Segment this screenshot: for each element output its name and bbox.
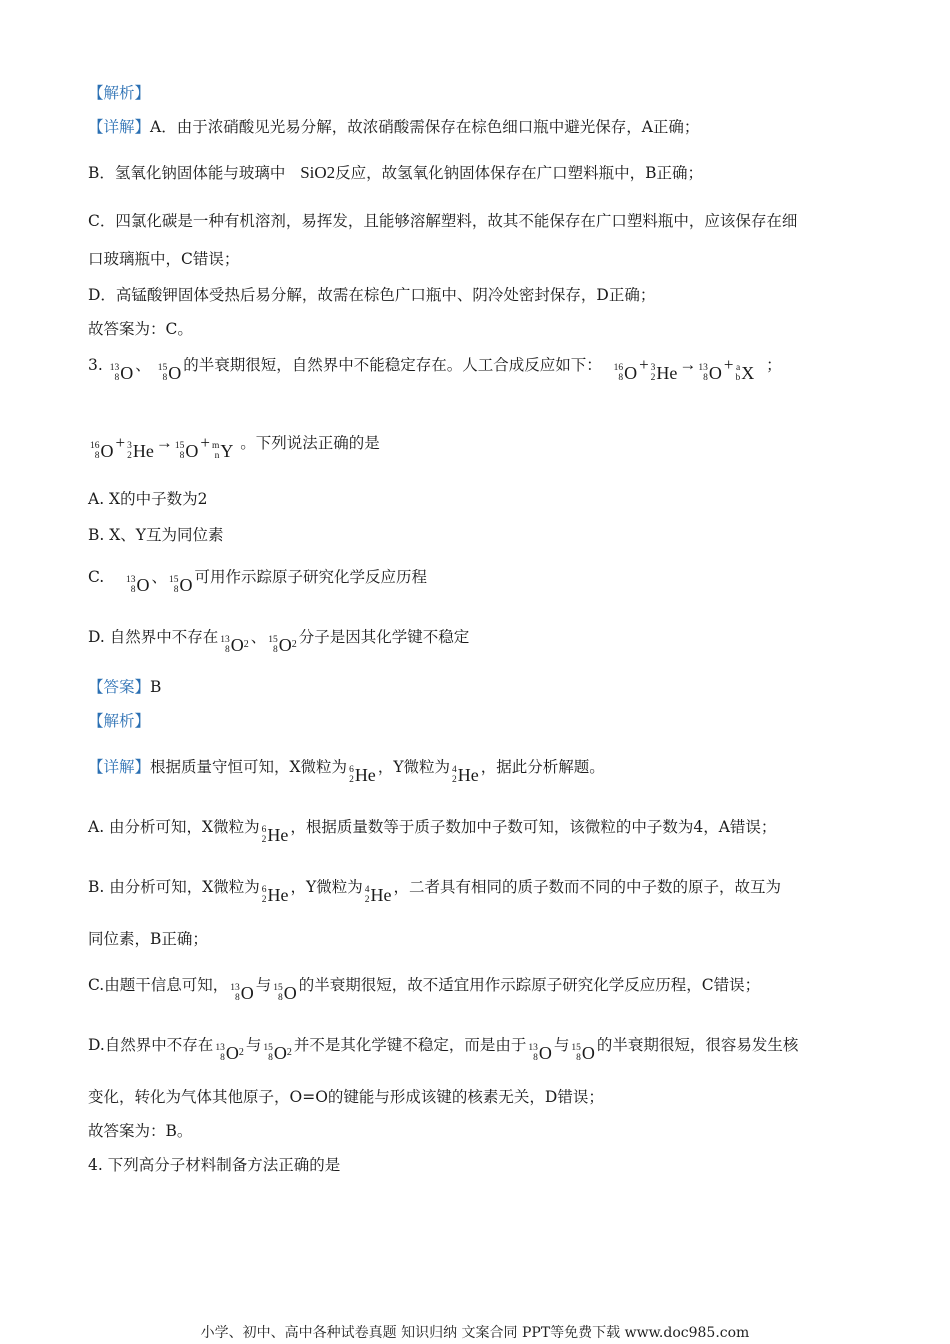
detail-a <box>88 116 699 138</box>
reaction-2-o15 <box>175 440 199 462</box>
symbol: X <box>741 363 755 383</box>
text: ，Y微粒为 <box>377 758 451 776</box>
q3-stem-text-1: 的半衰期很短，自然界中不能稳定存在。人工合成反应如下： <box>183 356 602 374</box>
z: 8 <box>94 451 100 461</box>
symbol: O <box>538 1043 552 1063</box>
sub: 2 <box>243 639 249 650</box>
mass: m <box>211 441 220 451</box>
plus: + <box>723 355 734 374</box>
text: ，Y微粒为 <box>290 878 363 896</box>
mass: 6 <box>261 825 267 835</box>
mass: 13 <box>698 363 708 373</box>
analysis-label: 【解析】 <box>88 84 151 102</box>
mass: 15 <box>174 441 185 451</box>
detail-d: D．高锰酸钾固体受热后易分解，故需在棕色广口瓶中、阴冷处密封保存，D正确； <box>88 286 656 304</box>
sio2-symbol: SiO <box>300 163 327 182</box>
text: 与 <box>553 1036 570 1054</box>
z: 8 <box>703 373 708 383</box>
q3-analysis-label: 【解析】 <box>88 712 151 730</box>
o15-2 <box>263 1042 292 1064</box>
symbol: O <box>624 363 638 383</box>
sep: 、 <box>250 628 267 646</box>
mass: 15 <box>268 635 278 645</box>
symbol: He <box>132 441 154 461</box>
prev-conclusion: 故答案为：C。 <box>88 320 193 338</box>
mass: 6 <box>261 885 267 895</box>
z: 8 <box>618 373 624 383</box>
detail-b-text-1: B．氢氧化钠固体能与玻璃中 <box>88 164 286 182</box>
detail-b-text-2: 反应，故氢氧化钠固体保存在广口塑料瓶中，B正确； <box>335 164 704 182</box>
symbol: O <box>230 635 244 655</box>
reaction-2-y <box>212 440 233 462</box>
q3-option-a: A. X的中子数为2 <box>88 490 208 508</box>
mass: 15 <box>571 1043 581 1053</box>
symbol: He <box>267 825 289 845</box>
plus: + <box>200 433 210 452</box>
text: A. 由分析可知，X微粒为 <box>88 818 260 836</box>
q3-detail-d <box>88 1034 798 1064</box>
text: D.自然界中不存在 <box>88 1036 214 1054</box>
option-c-text: 可用作示踪原子研究化学反应历程 <box>194 568 427 586</box>
symbol: O <box>100 441 114 461</box>
plus: + <box>639 355 649 374</box>
q3-detail-b-2: 同位素，B正确； <box>88 930 208 948</box>
z: 2 <box>650 373 656 383</box>
page-footer: 小学、初中、高中各种试卷真题 知识归纳 文案合同 PPT等免费下载 www.doc985.com <box>200 1325 750 1341</box>
symbol: He <box>267 885 289 905</box>
answer-label: 【答案】 <box>88 678 151 696</box>
nuclide-o15 <box>158 362 182 384</box>
z: 8 <box>533 1053 538 1063</box>
semicolon: ； <box>766 356 782 374</box>
plus: + <box>115 433 126 452</box>
mass: 13 <box>230 983 240 993</box>
q3-detail-1 <box>88 756 605 786</box>
he6 <box>262 884 289 906</box>
detail-label: 【详解】 <box>88 118 151 136</box>
symbol: He <box>354 765 376 785</box>
answer-value: B <box>150 678 162 696</box>
symbol: O <box>273 1043 287 1063</box>
z: 2 <box>452 775 457 785</box>
mass: 13 <box>109 363 120 373</box>
z: 8 <box>268 1053 273 1063</box>
text: 的半衰期很短，故不适宜用作示踪原子研究化学反应历程，C错误； <box>298 976 761 994</box>
he6 <box>262 824 289 846</box>
he6 <box>349 764 376 786</box>
z: 8 <box>278 993 283 1003</box>
q3-detail-d-2: 变化，转化为气体其他原子，O=O的键能与形成该键的核素无关，D错误； <box>88 1088 604 1106</box>
o13 <box>528 1042 552 1064</box>
z: 8 <box>220 1053 225 1063</box>
o15 <box>571 1042 595 1064</box>
mass: 6 <box>349 765 354 775</box>
detail-c-line-2: 口玻璃瓶中，C错误； <box>88 250 240 268</box>
z: 2 <box>127 451 132 461</box>
z: 8 <box>130 585 136 595</box>
he4 <box>365 884 392 906</box>
sio2-formula <box>300 163 335 182</box>
symbol: O <box>708 363 722 383</box>
mass: 16 <box>613 363 624 373</box>
symbol: O <box>278 635 292 655</box>
q3-option-d <box>88 626 469 656</box>
text: 的半衰期很短，很容易发生核 <box>596 1036 799 1054</box>
symbol: O <box>581 1043 595 1063</box>
z: 8 <box>114 373 120 383</box>
symbol: O <box>225 1043 239 1063</box>
sep: 、 <box>135 356 151 374</box>
reaction-1-o13 <box>698 362 722 384</box>
text: B. 由分析可知，X微粒为 <box>88 878 260 896</box>
sub: 2 <box>286 1047 292 1058</box>
arrow: → <box>155 433 173 452</box>
q3-conclusion: 故答案为：B。 <box>88 1122 193 1140</box>
mass: 13 <box>125 575 136 585</box>
symbol: O <box>283 983 297 1003</box>
text: 与 <box>255 976 272 994</box>
option-d-o13-2 <box>220 634 249 656</box>
reaction-2-o16 <box>90 440 114 462</box>
q3-answer <box>88 676 161 698</box>
q3-stem-line-1 <box>88 354 782 384</box>
option-d-text: 分子是因其化学键不稳定 <box>298 628 470 646</box>
q3-detail-b <box>88 876 781 906</box>
detail-a-text: A．由于浓硝酸见光易分解，故浓硝酸需保存在棕色细口瓶中避光保存，A正确； <box>150 118 700 136</box>
detail-b <box>88 162 703 184</box>
text: 并不是其化学键不稳定，而是由于 <box>293 1036 527 1054</box>
symbol: O <box>168 363 182 383</box>
o15 <box>273 982 297 1004</box>
q3-option-b: B. X、Y互为同位素 <box>88 526 224 544</box>
text: ，据此分析解题。 <box>480 758 605 776</box>
reaction-2-he3 <box>127 440 154 462</box>
z: b <box>735 373 741 383</box>
symbol: He <box>370 885 392 905</box>
z: 2 <box>261 835 267 845</box>
text: ，根据质量数等于质子数加中子数可知，该微粒的中子数为4，A错误； <box>290 818 777 836</box>
z: 2 <box>261 895 267 905</box>
text: 与 <box>245 1036 262 1054</box>
text: 根据质量守恒可知，X微粒为 <box>150 758 348 776</box>
mass: 13 <box>220 635 230 645</box>
z: 8 <box>235 993 240 1003</box>
z: 2 <box>364 895 370 905</box>
nuclide-o13 <box>110 362 134 384</box>
option-d-prefix: D. 自然界中不存在 <box>88 628 219 646</box>
q4-stem: 4. 下列高分子材料制备方法正确的是 <box>88 1156 341 1174</box>
option-c-prefix: C. <box>88 568 105 586</box>
detail-label: 【详解】 <box>88 758 151 776</box>
symbol: O <box>185 441 199 461</box>
z: 8 <box>162 373 168 383</box>
arrow: → <box>679 355 697 374</box>
mass: 4 <box>364 885 370 895</box>
q3-stem-line-2 <box>88 432 380 462</box>
q3-detail-a <box>88 816 776 846</box>
text: ，二者具有相同的质子数而不同的中子数的原子，故互为 <box>393 878 782 896</box>
he4 <box>452 764 479 786</box>
sub: 2 <box>238 1047 244 1058</box>
mass: 15 <box>273 983 283 993</box>
mass: 13 <box>528 1043 538 1053</box>
q3-stem-text-2: 。下列说法正确的是 <box>240 434 380 452</box>
z: 8 <box>576 1053 581 1063</box>
mass: a <box>736 363 741 373</box>
option-d-o15-2 <box>268 634 297 656</box>
mass: 3 <box>650 363 656 373</box>
mass: 13 <box>215 1043 225 1053</box>
mass: 15 <box>157 363 168 373</box>
mass: 4 <box>452 765 457 775</box>
z: 8 <box>173 585 179 595</box>
o13-2 <box>215 1042 244 1064</box>
mass: 16 <box>90 441 100 451</box>
mass: 15 <box>168 575 179 585</box>
text: C.由题干信息可知， <box>88 976 229 994</box>
reaction-1-he3 <box>651 362 678 384</box>
q3-detail-c <box>88 974 760 1004</box>
symbol: O <box>120 363 134 383</box>
q3-number: 3. <box>88 356 103 374</box>
reaction-1-o16 <box>614 362 638 384</box>
q3-option-c <box>88 566 427 596</box>
sep: 、 <box>151 568 167 586</box>
z: 8 <box>273 645 278 655</box>
symbol: Y <box>220 441 234 461</box>
o13 <box>230 982 254 1004</box>
symbol: O <box>136 575 150 595</box>
option-c-o13 <box>126 574 150 596</box>
sio2-subscript: 2 <box>326 163 336 182</box>
symbol: O <box>179 575 193 595</box>
mass: 3 <box>127 441 132 451</box>
z: 2 <box>349 775 354 785</box>
z: 8 <box>179 451 185 461</box>
symbol: He <box>656 363 678 383</box>
option-c-o15 <box>169 574 193 596</box>
z: 8 <box>224 645 230 655</box>
mass: 15 <box>263 1043 273 1053</box>
z: n <box>214 451 220 461</box>
symbol: O <box>240 983 254 1003</box>
sub: 2 <box>291 639 297 650</box>
reaction-1-x <box>736 362 755 384</box>
symbol: He <box>457 765 479 785</box>
detail-c-line-1: C．四氯化碳是一种有机溶剂，易挥发，且能够溶解塑料，故其不能保存在广口塑料瓶中，应该保存在细 <box>88 212 798 230</box>
